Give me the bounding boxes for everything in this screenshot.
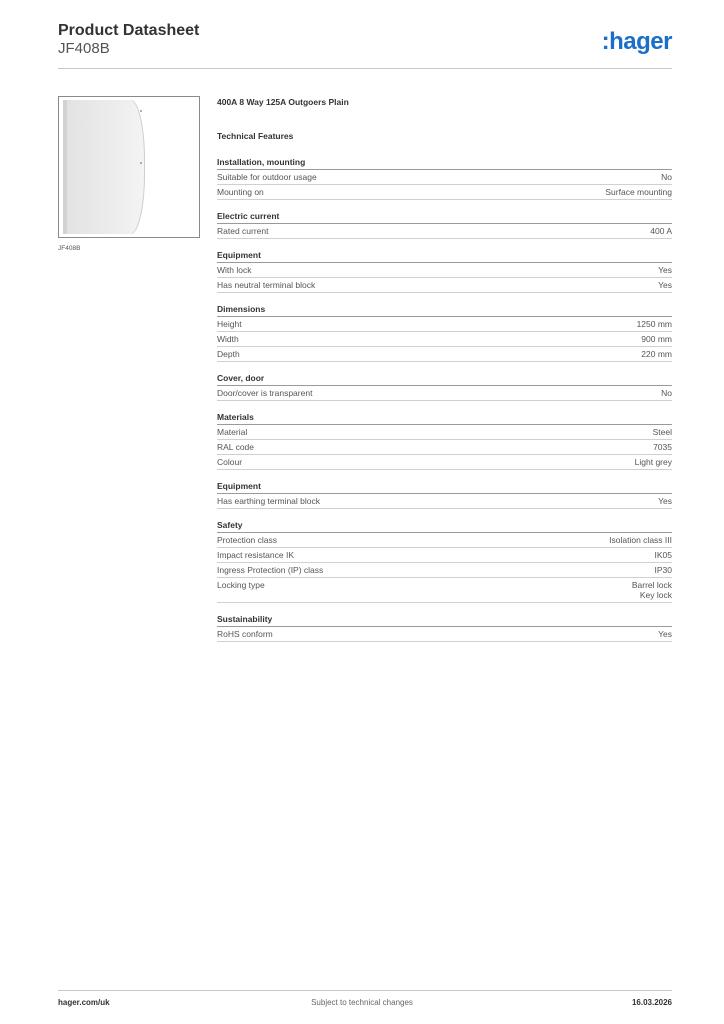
feature-row <box>217 278 672 293</box>
feature-row <box>217 317 672 332</box>
page-title: Product Datasheet <box>58 22 200 39</box>
product-title: 400A 8 Way 125A Outgoers Plain <box>217 97 349 107</box>
feature-row <box>217 425 672 440</box>
feature-section <box>217 249 672 293</box>
feature-section <box>217 210 672 239</box>
feature-label: RoHS conform <box>217 629 273 639</box>
section-heading: Electric current <box>217 210 672 224</box>
feature-label: Impact resistance IK <box>217 550 295 560</box>
cabinet-hinge-edge <box>63 100 67 234</box>
feature-row <box>217 185 672 200</box>
feature-row <box>217 455 672 470</box>
feature-label: Depth <box>217 349 240 359</box>
feature-label: Locking type <box>217 580 265 590</box>
feature-label: RAL code <box>217 442 255 452</box>
section-heading: Dimensions <box>217 303 672 317</box>
feature-row <box>217 494 672 509</box>
feature-label: Material <box>217 427 248 437</box>
feature-row <box>217 347 672 362</box>
section-heading: Equipment <box>217 480 672 494</box>
hager-logo[interactable]: :hager <box>601 28 672 55</box>
feature-label: Protection class <box>217 535 277 545</box>
feature-label: Door/cover is transparent <box>217 388 313 398</box>
feature-value: Yes <box>658 265 672 275</box>
footer-date: 16.03.2026 <box>631 998 672 1007</box>
feature-value: IP30 <box>654 565 672 575</box>
feature-value: No <box>661 172 672 182</box>
feature-row <box>217 386 672 401</box>
section-heading: Equipment <box>217 249 672 263</box>
cabinet-screw <box>140 162 142 164</box>
product-code: JF408B <box>58 40 110 57</box>
feature-row <box>217 440 672 455</box>
header-divider <box>58 68 672 69</box>
feature-value: 400 A <box>650 226 672 236</box>
section-heading: Materials <box>217 411 672 425</box>
feature-section <box>217 303 672 362</box>
feature-row <box>217 170 672 185</box>
feature-label: Height <box>217 319 242 329</box>
feature-row <box>217 224 672 239</box>
technical-features-title: Technical Features <box>217 131 294 141</box>
feature-value: Yes <box>658 280 672 290</box>
feature-row <box>217 263 672 278</box>
feature-section <box>217 613 672 642</box>
cabinet-screw <box>140 110 142 112</box>
feature-value: 7035 <box>653 442 672 452</box>
footer-divider <box>58 990 672 991</box>
feature-label: Rated current <box>217 226 269 236</box>
feature-label: Colour <box>217 457 243 467</box>
feature-section <box>217 156 672 200</box>
feature-value: Barrel lock Key lock <box>631 580 672 600</box>
product-image <box>58 96 200 238</box>
footer-disclaimer: Subject to technical changes <box>311 998 413 1007</box>
feature-value: Steel <box>652 427 672 437</box>
feature-row <box>217 563 672 578</box>
feature-value: No <box>661 388 672 398</box>
feature-section <box>217 372 672 401</box>
feature-value: Yes <box>658 496 672 506</box>
feature-value: Isolation class III <box>609 535 672 545</box>
feature-value: Light grey <box>634 457 672 467</box>
feature-value: 220 mm <box>641 349 672 359</box>
feature-value: 1250 mm <box>636 319 672 329</box>
datasheet-content <box>217 96 672 652</box>
section-heading: Cover, door <box>217 372 672 386</box>
footer-website-link[interactable]: hager.com/uk <box>58 998 110 1007</box>
feature-label: Mounting on <box>217 187 264 197</box>
feature-section <box>217 519 672 603</box>
feature-label: Ingress Protection (IP) class <box>217 565 324 575</box>
feature-label: Suitable for outdoor usage <box>217 172 317 182</box>
feature-row <box>217 332 672 347</box>
feature-row <box>217 548 672 563</box>
feature-label: With lock <box>217 265 252 275</box>
cabinet-illustration <box>63 100 145 234</box>
feature-sections <box>217 156 672 642</box>
feature-value: Yes <box>658 629 672 639</box>
feature-value: 900 mm <box>641 334 672 344</box>
feature-label: Width <box>217 334 239 344</box>
feature-label: Has earthing terminal block <box>217 496 320 506</box>
feature-value: IK05 <box>654 550 672 560</box>
section-heading: Sustainability <box>217 613 672 627</box>
feature-row <box>217 627 672 642</box>
feature-label: Has neutral terminal block <box>217 280 316 290</box>
feature-section <box>217 411 672 470</box>
feature-row <box>217 533 672 548</box>
feature-row <box>217 578 672 603</box>
image-caption: JF408B <box>58 245 81 252</box>
feature-value: Surface mounting <box>605 187 672 197</box>
section-heading: Installation, mounting <box>217 156 672 170</box>
feature-section <box>217 480 672 509</box>
section-heading: Safety <box>217 519 672 533</box>
